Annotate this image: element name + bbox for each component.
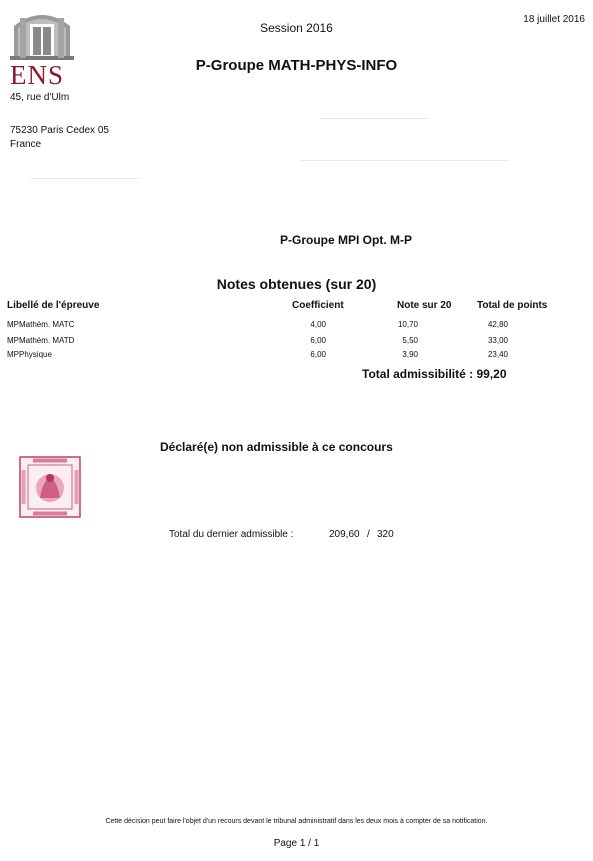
ens-logo-text: ENS — [10, 60, 65, 90]
total-admissibilite: Total admissibilité : 99,20 — [362, 367, 507, 381]
page-number: Page 1 / 1 — [273, 838, 320, 849]
last-admitted-label: Total du dernier admissible : — [169, 529, 294, 540]
row-total: 42,80 — [487, 320, 508, 329]
redacted-line — [320, 118, 430, 119]
redacted-line — [300, 160, 510, 161]
col-header-coefficient: Coefficient — [292, 300, 344, 311]
col-header-note: Note sur 20 — [397, 300, 452, 311]
ens-stamp-seal — [19, 456, 81, 518]
last-admitted-value: 209,60 — [329, 529, 360, 540]
row-note: 10,70 — [397, 320, 418, 329]
row-total: 33,00 — [487, 336, 508, 345]
row-epreuve: MPPhysique — [7, 350, 52, 359]
row-coefficient: 6,00 — [310, 336, 326, 345]
last-admitted-separator: / — [367, 529, 370, 540]
decision-text: Déclaré(e) non admissible à ce concours — [160, 440, 393, 454]
row-note: 3,90 — [402, 350, 418, 359]
col-header-epreuve: Libellé de l'épreuve — [7, 300, 100, 311]
last-admitted-max: 320 — [377, 529, 394, 540]
row-epreuve: MPMathém. MATC — [7, 320, 75, 329]
row-epreuve: MPMathém. MATD — [7, 336, 75, 345]
appeal-notice: Cette décision peut faire l'objet d'un recours devant le tribunal administratif dans les deux mois à compter de sa notification. — [105, 818, 488, 825]
row-coefficient: 4,00 — [310, 320, 326, 329]
group-title: P-Groupe MATH-PHYS-INFO — [195, 57, 398, 74]
subgroup-title: P-Groupe MPI Opt. M-P — [280, 233, 412, 247]
address-country: France — [10, 139, 42, 150]
session-label: Session 2016 — [260, 21, 333, 35]
redacted-line — [30, 178, 140, 179]
address-street: 45, rue d'Ulm — [10, 92, 70, 103]
row-coefficient: 6,00 — [310, 350, 326, 359]
notes-title: Notes obtenues (sur 20) — [216, 276, 377, 292]
address-city: 75230 Paris Cedex 05 — [10, 125, 109, 136]
row-total: 23,40 — [487, 350, 508, 359]
col-header-total: Total de points — [477, 300, 548, 311]
row-note: 5,50 — [402, 336, 418, 345]
document-date: 18 juillet 2016 — [523, 14, 585, 25]
